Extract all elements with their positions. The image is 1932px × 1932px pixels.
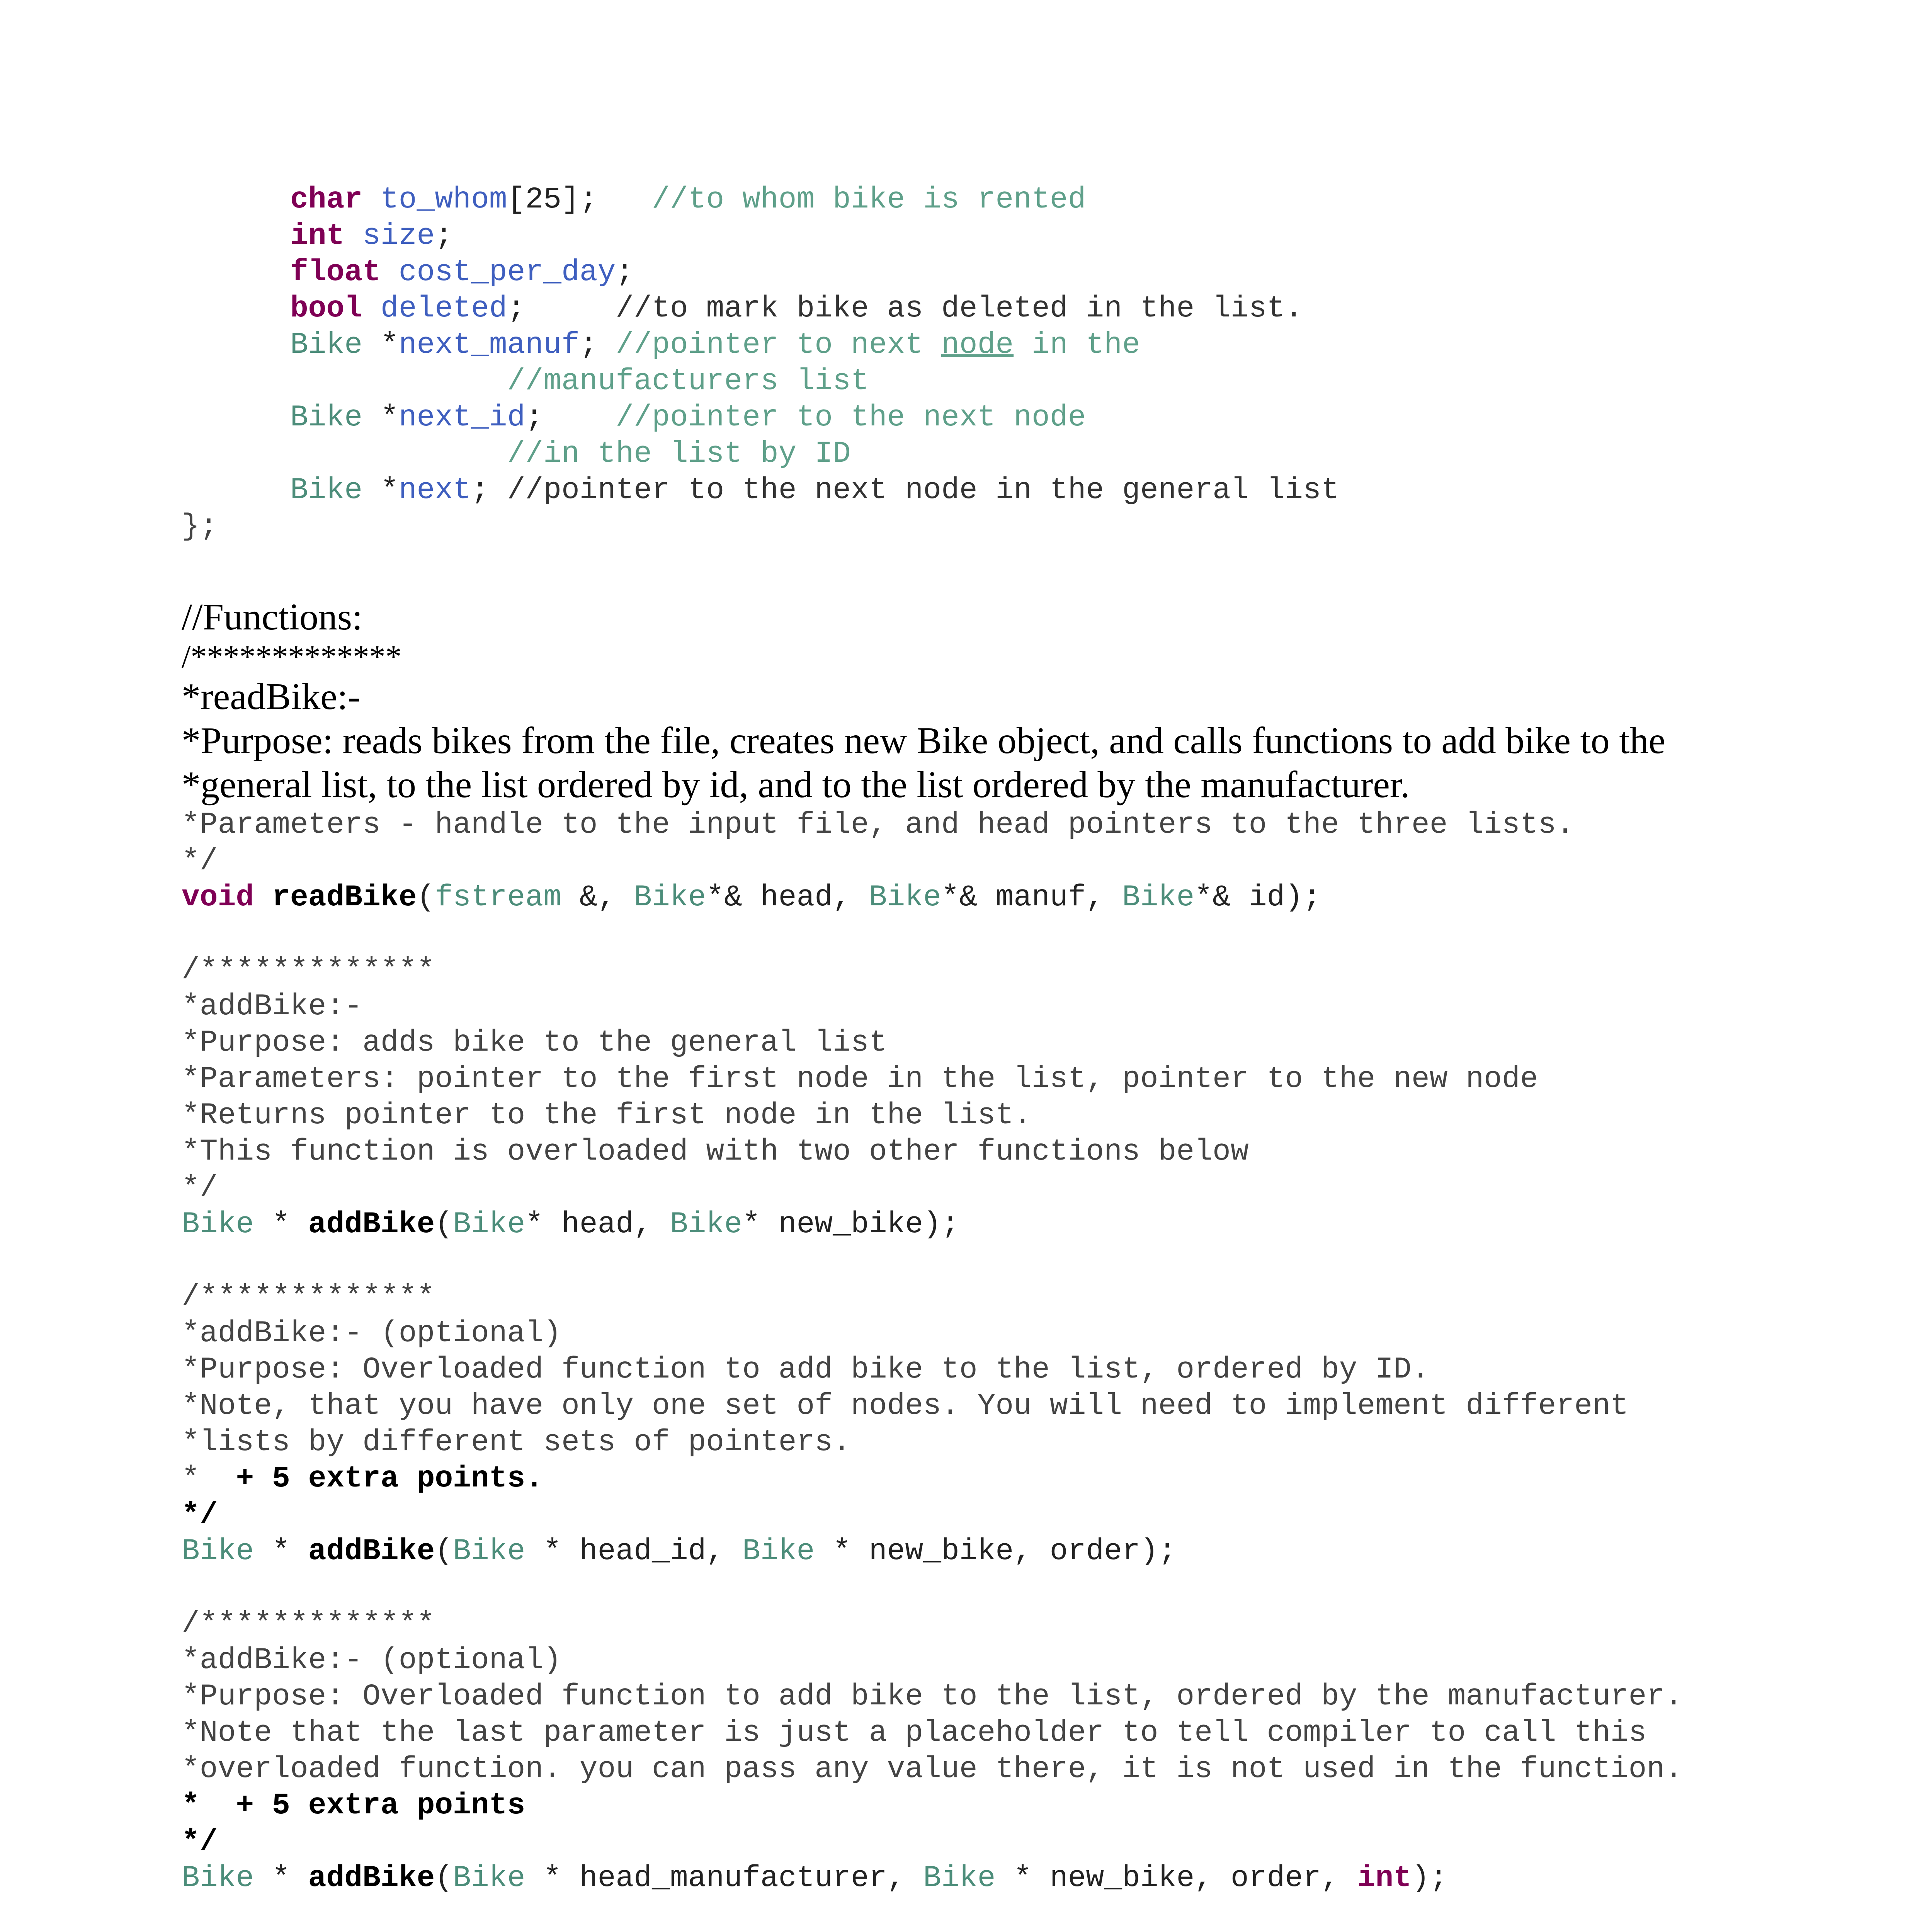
readbike-purpose-1: *Purpose: reads bikes from the file, creates new Bike object, and calls functions to add bike to the xyxy=(182,720,1665,762)
field-name: next xyxy=(398,473,471,507)
comment-stars: /************* xyxy=(182,953,435,987)
comment-line: *Parameters: pointer to the first node in the list, pointer to the new node xyxy=(182,1062,1538,1096)
code-text: * new_bike); xyxy=(742,1208,959,1242)
comment-line: *Returns pointer to the first node in the list. xyxy=(182,1099,1032,1133)
comment-end-bold: */ xyxy=(182,1825,218,1859)
readbike-stars: /************* xyxy=(182,639,402,675)
code-text: *& id); xyxy=(1194,881,1321,915)
code-text: * xyxy=(362,473,399,507)
code-line-cost xyxy=(182,254,1820,291)
type-name: Bike xyxy=(634,881,706,915)
code-line-next-id xyxy=(182,400,1820,436)
code-comment: //pointer to next xyxy=(616,328,941,362)
code-text: * head_manufacturer, xyxy=(525,1861,923,1895)
addbike-signature-1 xyxy=(182,1206,1820,1243)
field-name: deleted xyxy=(380,292,507,326)
code-comment: //to mark bike as deleted in the list. xyxy=(616,292,1303,326)
readbike-comment-end: */ xyxy=(182,844,218,878)
code-text: ( xyxy=(435,1208,453,1242)
code-comment: //pointer to the next node xyxy=(616,401,1086,435)
keyword: char xyxy=(290,183,363,217)
code-text: *& head, xyxy=(706,881,869,915)
keyword: int xyxy=(1357,1861,1412,1895)
field-name: cost_per_day xyxy=(398,255,616,289)
functions-heading: //Functions: xyxy=(182,596,363,638)
spacer xyxy=(182,545,1820,595)
comment-stars: /************* xyxy=(182,1607,435,1641)
readbike-signature xyxy=(182,879,1820,916)
type-name: Bike xyxy=(453,1861,526,1895)
code-text: * new_bike, order); xyxy=(815,1534,1177,1568)
code-text: * head, xyxy=(525,1208,670,1242)
extra-points: * + 5 extra points xyxy=(182,1789,526,1823)
code-text: ( xyxy=(435,1534,453,1568)
addbike-block-1 xyxy=(182,952,1820,1243)
comment-line: *overloaded function. you can pass any value there, it is not used in the function. xyxy=(182,1752,1683,1786)
type-name: Bike xyxy=(290,401,363,435)
code-text: * xyxy=(254,1534,308,1568)
code-text: ; xyxy=(435,219,453,253)
type-name: Bike xyxy=(453,1534,526,1568)
spacer xyxy=(182,1896,1820,1932)
code-line-size xyxy=(182,218,1820,254)
code-comment-underlined: node xyxy=(941,328,1014,362)
extra-points: + 5 extra points. xyxy=(236,1462,544,1496)
keyword: bool xyxy=(290,292,363,326)
code-line-next-id-cont xyxy=(182,436,1820,472)
readbike-name: *readBike:- xyxy=(182,676,361,718)
struct-fields xyxy=(182,182,1820,545)
code-comment: in the xyxy=(1014,328,1140,362)
readbike-purpose-2: *general list, to the list ordered by id, and to the list ordered by the manufacturer. xyxy=(182,764,1410,806)
comment-line: *This function is overloaded with two other functions below xyxy=(182,1135,1249,1169)
type-name: Bike xyxy=(182,1208,254,1242)
code-line-to-whom xyxy=(182,182,1820,218)
struct-close: }; xyxy=(182,510,218,544)
code-comment: //in the list by ID xyxy=(507,437,851,471)
comment-end-bold: */ xyxy=(182,1498,218,1532)
type-name: Bike xyxy=(182,1861,254,1895)
code-text: * xyxy=(182,1462,236,1496)
code-text: ); xyxy=(1411,1861,1448,1895)
extra-points-line xyxy=(182,1461,1820,1497)
code-text: ; xyxy=(579,328,616,362)
code-text: ; xyxy=(525,401,616,435)
comment-stars: /************* xyxy=(182,1280,435,1314)
comment-line: *Note that the last parameter is just a placeholder to tell compiler to call this xyxy=(182,1716,1647,1750)
code-text: ; xyxy=(616,255,634,289)
code-comment: //to whom bike is rented xyxy=(652,183,1086,217)
code-text: * xyxy=(254,1861,308,1895)
spacer xyxy=(182,1570,1820,1606)
comment-line: *addBike:- xyxy=(182,990,363,1024)
type-name: Bike xyxy=(1122,881,1195,915)
field-name: next_manuf xyxy=(398,328,580,362)
type-name: Bike xyxy=(290,328,363,362)
code-text: * xyxy=(362,401,399,435)
function-name: addBike xyxy=(308,1534,435,1568)
keyword: void xyxy=(182,881,254,915)
comment-line: *lists by different sets of pointers. xyxy=(182,1425,851,1459)
field-name: next_id xyxy=(398,401,526,435)
code-text: ; xyxy=(471,473,507,507)
code-text: ; xyxy=(507,292,616,326)
type-name: Bike xyxy=(182,1534,254,1568)
code-text: *& manuf, xyxy=(941,881,1122,915)
keyword: float xyxy=(290,255,381,289)
function-name: readBike xyxy=(272,881,417,915)
addbike-block-2 xyxy=(182,1279,1820,1570)
comment-line: *Purpose: adds bike to the general list xyxy=(182,1026,887,1060)
type-name: fstream xyxy=(435,881,561,915)
code-text: * head_id, xyxy=(525,1534,743,1568)
comment-line: *addBike:- (optional) xyxy=(182,1316,561,1350)
code-comment: //manufacturers list xyxy=(507,364,869,398)
code-text: &, xyxy=(561,881,634,915)
readbike-params: *Parameters - handle to the input file, and head pointers to the three lists. xyxy=(182,808,1575,842)
code-text: [25]; xyxy=(507,183,652,217)
code-text: * xyxy=(254,1208,308,1242)
spacer xyxy=(182,1243,1820,1279)
comment-line: *Note, that you have only one set of nodes. You will need to implement different xyxy=(182,1389,1629,1423)
code-line-deleted xyxy=(182,291,1820,327)
field-name: size xyxy=(362,219,435,253)
type-name: Bike xyxy=(869,881,941,915)
addbike-signature-2 xyxy=(182,1533,1820,1570)
code-text: * new_bike, order, xyxy=(995,1861,1357,1895)
spacer xyxy=(182,916,1820,952)
type-name: Bike xyxy=(742,1534,815,1568)
code-text: * xyxy=(362,328,399,362)
code-line-next-manuf-cont xyxy=(182,363,1820,400)
addbike-signature-3 xyxy=(182,1860,1820,1896)
code-text: ( xyxy=(435,1861,453,1895)
addbike-block-3 xyxy=(182,1606,1820,1896)
type-name: Bike xyxy=(290,473,363,507)
comment-line: *Purpose: Overloaded function to add bike to the list, ordered by the manufacturer. xyxy=(182,1680,1683,1714)
field-name: to_whom xyxy=(380,183,507,217)
function-name: addBike xyxy=(308,1861,435,1895)
type-name: Bike xyxy=(670,1208,743,1242)
code-text: ( xyxy=(417,881,435,915)
comment-line: */ xyxy=(182,1171,218,1205)
type-name: Bike xyxy=(453,1208,526,1242)
comment-line: *Purpose: Overloaded function to add bike to the list, ordered by ID. xyxy=(182,1353,1430,1387)
code-comment: //pointer to the next node in the general list xyxy=(507,473,1339,507)
document-content xyxy=(182,182,1820,1932)
type-name: Bike xyxy=(923,1861,996,1895)
function-name: addBike xyxy=(308,1208,435,1242)
code-line-next-manuf xyxy=(182,327,1820,363)
comment-line: *addBike:- (optional) xyxy=(182,1643,561,1677)
keyword: int xyxy=(290,219,345,253)
code-line-next xyxy=(182,472,1820,509)
